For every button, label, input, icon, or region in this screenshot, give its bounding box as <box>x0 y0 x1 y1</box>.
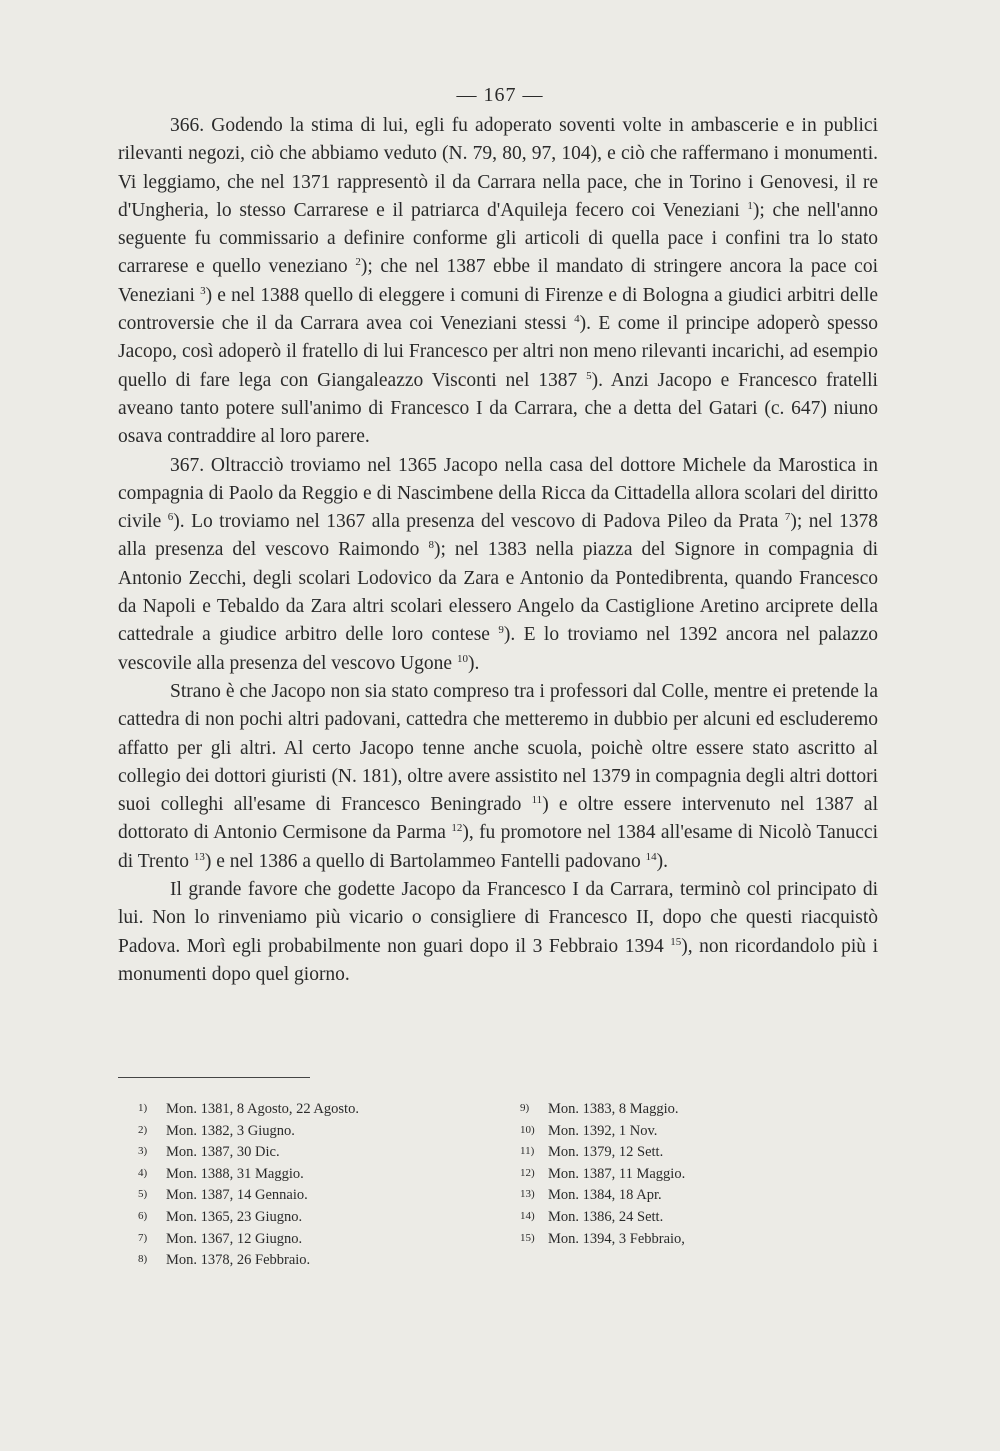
footnote-number: 13) <box>520 1188 535 1201</box>
footnote-text: Mon. 1383, 8 Maggio. <box>548 1101 679 1117</box>
paragraph-text: ). <box>467 652 480 674</box>
footnote-text: Mon. 1394, 3 Febbraio, <box>548 1230 685 1247</box>
footnote <box>138 1163 498 1185</box>
footnote-number: 9) <box>520 1102 530 1114</box>
paragraph-text: ). <box>656 850 669 872</box>
footnote-text: Mon. 1384, 18 Apr. <box>548 1187 662 1204</box>
paragraph-text: Il grande favore che godette Jacopo da Francesco I da Carrara, terminò col principato di lui. Non lo rinveniamo più vicario o consigliere di Francesco II, dopo che questi riacquistò Padova. Morì egli probabilmente non guari dopo il 3 Febbraio 1394 <box>118 879 878 957</box>
footnote-number: 11) <box>520 1145 535 1158</box>
paragraph <box>118 876 878 989</box>
footnote-text: Mon. 1365, 23 Giugno. <box>166 1208 303 1225</box>
footnote <box>138 1098 498 1120</box>
paragraph-text: ). Lo troviamo nel 1367 alla presenza del vescovo di Padova Pileo da Prata <box>173 511 785 533</box>
footnote-text: Mon. 1378, 26 Febbraio. <box>166 1252 311 1269</box>
footnote-marker: 10 <box>456 652 468 665</box>
paragraph-text: ) e oltre essere intervenuto nel 1387 al dottorato di Antonio Cermisone da Parma <box>118 794 878 844</box>
footnotes-left-column <box>138 1098 498 1271</box>
paragraph-text: 367. Oltracciò troviamo nel 1365 Jacopo nella casa del dottore Michele da Marostica in compagnia di Paolo da Reggio e di Nascimbene della Ricca da Cittadella allora scolari del diritto civile <box>118 454 878 533</box>
footnote-marker: 7 <box>784 511 791 524</box>
footnote <box>520 1098 880 1120</box>
footnote-text: Mon. 1387, 30 Dic. <box>166 1144 280 1161</box>
footnote-marker: 4 <box>574 313 580 326</box>
paragraph <box>118 452 878 678</box>
footnote <box>520 1184 880 1206</box>
footnote-text: Mon. 1382, 3 Giugno. <box>166 1122 295 1139</box>
body-text <box>118 112 878 989</box>
footnote-marker: 6 <box>167 511 174 524</box>
footnote-marker: 11 <box>531 794 543 807</box>
footnote-marker: 1 <box>747 199 753 212</box>
footnote-number: 12) <box>520 1166 535 1179</box>
footnote-text: Mon. 1387, 11 Maggio. <box>548 1165 686 1182</box>
footnote-marker: 3 <box>200 284 206 297</box>
footnote <box>138 1249 498 1271</box>
footnote-number: 5) <box>138 1188 148 1201</box>
paragraph-text: ) e nel 1386 a quello di Bartolammeo Fantelli padovano <box>204 850 646 872</box>
footnote-number: 4) <box>138 1166 148 1179</box>
paragraph-text: ). E lo troviamo nel 1392 ancora nel palazzo vescovile alla presenza del vescovo Ugone <box>118 624 878 674</box>
footnote-number: 7) <box>138 1231 148 1244</box>
paragraph-text: ); che nell'anno seguente fu commissario a definire conforme gli articoli di quella pace i confini tra lo stato carrarese e quello veneziano <box>118 199 878 278</box>
footnote-number: 6) <box>138 1209 148 1222</box>
paragraph-text: ); che nel 1387 ebbe il mandato di stringere ancora la pace coi Veneziani <box>118 256 879 306</box>
footnote <box>520 1206 880 1228</box>
footnote-number: 10) <box>520 1123 535 1136</box>
footnote-number: 1) <box>138 1102 148 1114</box>
page-number: — 167 — <box>456 84 544 106</box>
footnote-text: Mon. 1379, 12 Sett. <box>548 1144 664 1161</box>
footnote-number: 8) <box>138 1253 148 1266</box>
paragraph-text: ). Anzi Jacopo e Francesco fratelli aveano tanto potere sull'animo di Francesco I da Carrara, che a detta del Gatari (c. 647) niuno osava contraddire al loro parere. <box>118 369 878 448</box>
footnote-number: 3) <box>138 1145 148 1158</box>
footnote-text: Mon. 1381, 8 Agosto, 22 Agosto. <box>166 1101 359 1117</box>
footnote-text: Mon. 1392, 1 Nov. <box>548 1122 658 1139</box>
footnote <box>520 1120 880 1142</box>
paragraph-text: Strano è che Jacopo non sia stato compreso tra i professori dal Colle, mentre ei pretende la cattedra di non pochi altri padovani, cattedra che metteremo in dubbio per alcuni ed escluderemo affatto per gli altri. Al certo Jacopo tenne anche scuola, poichè oltre essere stato ascritto al collegio dei dottori giuristi (N. 181), oltre avere assistito nel 1379 in compagnia degli altri dottori suoi colleghi all'esame di Francesco Beningrado <box>118 680 878 816</box>
paragraph-text: 366. Godendo la stima di lui, egli fu adoperato soventi volte in ambascerie e in publici rilevanti negozi, ciò che abbiamo veduto (N. 79, 80, 97, 104), e ciò che raffermano i monumenti. Vi leggiamo, che nel 1371 rappresentò il da Carrara nella pace, che in Torino i Genovesi, il re d'Ungheria, lo stesso Carrarese e il patriarca d'Aquileja fecero coi Veneziani <box>118 115 878 221</box>
footnote <box>138 1120 498 1142</box>
paragraph-text: ); nel 1378 alla presenza del vescovo Raimondo <box>118 511 878 561</box>
footnote-marker: 13 <box>193 850 205 863</box>
paragraph-text: ) e nel 1388 quello di eleggere i comuni di Firenze e di Bologna a giudici arbitri delle controversie che il da Carrara avea coi Veneziani stessi <box>118 284 878 335</box>
paragraph-text: ). E come il principe adoperò spesso Jacopo, così adoperò il fratello di lui Francesco per altri non meno rilevanti incarichi, ad esempio quello di fare lega con Giangaleazzo Visconti nel 1387 <box>118 313 878 391</box>
paragraph-text: ), non ricordandolo più i monumenti dopo quel giorno. <box>118 935 878 985</box>
footnote <box>520 1163 880 1185</box>
footnote-marker: 12 <box>451 822 463 835</box>
footnote <box>520 1228 880 1250</box>
footnote <box>138 1184 498 1206</box>
footnote-divider <box>118 1077 310 1078</box>
paragraph <box>118 678 878 876</box>
footnote-text: Mon. 1388, 31 Maggio. <box>166 1165 304 1182</box>
footnotes-right-column <box>520 1098 880 1249</box>
footnote <box>138 1141 498 1163</box>
footnote-text: Mon. 1386, 24 Sett. <box>548 1208 664 1225</box>
footnote-marker: 15 <box>670 935 682 948</box>
footnote-marker: 2 <box>355 256 361 269</box>
footnote <box>520 1141 880 1163</box>
paragraph-text: ), fu promotore nel 1384 all'esame di Nicolò Tanucci di Trento <box>118 822 878 872</box>
footnote-marker: 5 <box>586 369 592 382</box>
footnote-number: 14) <box>520 1209 535 1222</box>
footnote-marker: 14 <box>645 850 657 863</box>
footnote-text: Mon. 1387, 14 Gennaio. <box>166 1187 308 1204</box>
footnote-text: Mon. 1367, 12 Giugno. <box>166 1230 303 1247</box>
footnote-marker: 9 <box>498 624 504 637</box>
footnote <box>138 1206 498 1228</box>
paragraph <box>118 112 878 452</box>
paragraph-text: ); nel 1383 nella piazza del Signore in compagnia di Antonio Zecchi, degli scolari Lodovico da Zara e Antonio da Pontedibrenta, quando Francesco da Napoli e Tebaldo da Zara altri scolari elessero Angelo da Castiglione Aretino arciprete della cattedrale a giudice arbitro delle loro contese <box>118 539 878 646</box>
footnote-marker: 8 <box>428 539 434 552</box>
footnote <box>138 1228 498 1250</box>
footnote-number: 2) <box>138 1123 148 1136</box>
footnote-number: 15) <box>520 1231 535 1244</box>
